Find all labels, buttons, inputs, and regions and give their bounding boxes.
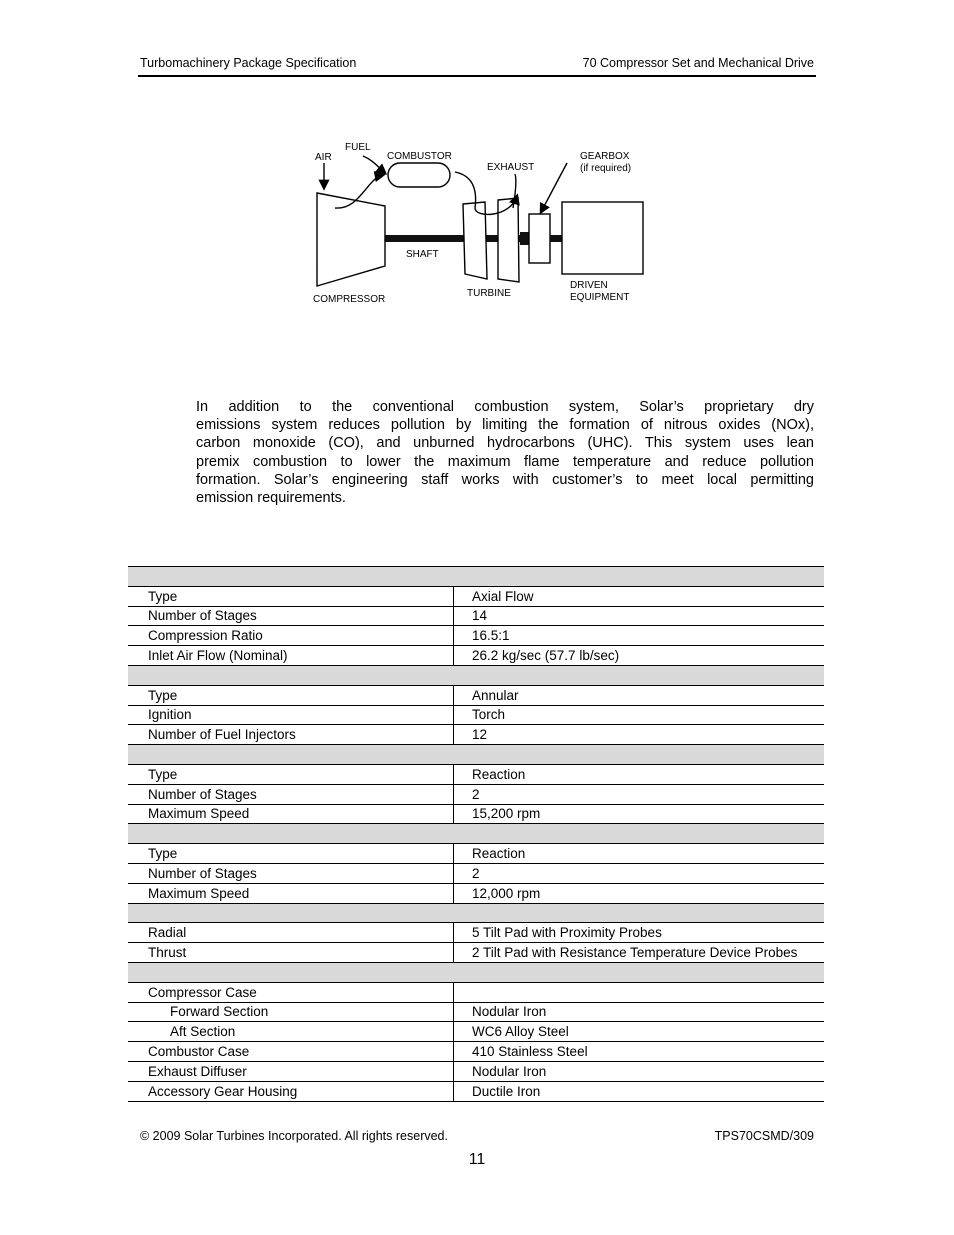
section-header-cell: [128, 665, 824, 685]
label-gearbox: GEARBOX: [580, 151, 630, 162]
spec-value: 5 Tilt Pad with Proximity Probes: [454, 923, 825, 943]
spec-label: Compression Ratio: [128, 626, 454, 646]
section-header-cell: [128, 824, 824, 844]
spec-value: 16.5:1: [454, 626, 825, 646]
paragraph-line: In addition to the conventional combustion system, Solar’s proprietary dry: [196, 399, 814, 415]
table-row: [128, 1061, 824, 1081]
spec-value: 12: [454, 725, 825, 745]
spec-value: 2: [454, 863, 825, 883]
spec-value: Torch: [454, 705, 825, 725]
table-row: [128, 844, 824, 864]
spec-value: 2: [454, 784, 825, 804]
table-row: [128, 764, 824, 784]
turbine-stage-2: [498, 198, 519, 282]
section-header-row: [128, 745, 824, 765]
section-header-row: [128, 903, 824, 923]
table-row: [128, 1042, 824, 1062]
table-row: [128, 606, 824, 626]
table-row: [128, 982, 824, 1002]
spec-value: Nodular Iron: [454, 1002, 825, 1022]
spec-label: Type: [128, 764, 454, 784]
section-header-cell: [128, 745, 824, 765]
fuel-arrow: [363, 156, 385, 173]
table-row: [128, 705, 824, 725]
label-shaft: SHAFT: [406, 249, 439, 260]
label-combustor: COMBUSTOR: [387, 151, 452, 162]
table-row: [128, 923, 824, 943]
spec-label: Inlet Air Flow (Nominal): [128, 646, 454, 666]
spec-label: Type: [128, 586, 454, 606]
paragraph-line: emissions system reduces pollution by limiting the formation of nitrous oxides (NOx),: [196, 417, 814, 434]
table-row: [128, 863, 824, 883]
specification-table: [128, 566, 824, 1102]
table-row: [128, 1022, 824, 1042]
spec-value: [454, 982, 825, 1002]
coupling-flange: [520, 232, 529, 245]
paragraph-line: carbon monoxide (CO), and unburned hydrocarbons (UHC). This system uses lean: [196, 435, 814, 452]
page-number: 11: [468, 1151, 486, 1168]
label-exhaust: EXHAUST: [487, 162, 535, 173]
section-header-cell: [128, 903, 824, 923]
compressor-shape: [317, 193, 385, 286]
section-header-row: [128, 665, 824, 685]
footer-document-code: TPS70CSMD/309: [714, 1129, 814, 1143]
spec-label: Forward Section: [128, 1002, 454, 1022]
spec-value: Annular: [454, 685, 825, 705]
header-title: Turbomachinery Package Specification: [140, 56, 357, 70]
spec-label: Type: [128, 685, 454, 705]
spec-label: Accessory Gear Housing: [128, 1081, 454, 1101]
footer-copyright: © 2009 Solar Turbines Incorporated. All rights reserved.: [140, 1129, 448, 1143]
table-row: [128, 646, 824, 666]
table-row: [128, 685, 824, 705]
header-document-name: 70 Compressor Set and Mechanical Drive: [582, 56, 814, 70]
spec-value: 2 Tilt Pad with Resistance Temperature Device Probes: [454, 943, 825, 963]
spec-value: Axial Flow: [454, 586, 825, 606]
spec-label: Maximum Speed: [128, 883, 454, 903]
table-row: [128, 804, 824, 824]
label-turbine: TURBINE: [467, 288, 511, 299]
spec-value: 14: [454, 606, 825, 626]
spec-label: Number of Stages: [128, 606, 454, 626]
table-row: [128, 1002, 824, 1022]
combustor-shape: [388, 163, 450, 187]
table-row: [128, 943, 824, 963]
table-row: [128, 586, 824, 606]
label-compressor: COMPRESSOR: [313, 294, 386, 305]
table-row: [128, 883, 824, 903]
spec-value: 12,000 rpm: [454, 883, 825, 903]
page-header: [138, 55, 816, 77]
spec-label: Radial: [128, 923, 454, 943]
spec-label: Type: [128, 844, 454, 864]
table-row: [128, 725, 824, 745]
spec-label: Number of Stages: [128, 784, 454, 804]
spec-label: Compressor Case: [128, 982, 454, 1002]
section-header-row: [128, 962, 824, 982]
spec-label: Maximum Speed: [128, 804, 454, 824]
section-header-row: [128, 567, 824, 587]
spec-value: Reaction: [454, 844, 825, 864]
emissions-paragraph: [196, 398, 814, 507]
label-gearbox-note: (if required): [580, 163, 632, 174]
spec-label: Number of Stages: [128, 863, 454, 883]
section-header-cell: [128, 567, 824, 587]
spec-value: Reaction: [454, 764, 825, 784]
spec-label: Aft Section: [128, 1022, 454, 1042]
paragraph-line: premix combustion to lower the maximum flame temperature and reduce pollution: [196, 453, 814, 470]
label-driven: DRIVEN: [570, 280, 608, 291]
spec-label: Ignition: [128, 705, 454, 725]
spec-value: Ductile Iron: [454, 1081, 825, 1101]
driven-equipment-shape: [562, 202, 643, 274]
gearbox-shaft: [550, 235, 562, 242]
spec-value: 15,200 rpm: [454, 804, 825, 824]
label-air: AIR: [315, 152, 332, 163]
spec-value: 410 Stainless Steel: [454, 1042, 825, 1062]
table-row: [128, 626, 824, 646]
spec-label: Number of Fuel Injectors: [128, 725, 454, 745]
label-equipment: EQUIPMENT: [570, 292, 630, 303]
paragraph-line: emission requirements.: [196, 490, 346, 507]
spec-label: Combustor Case: [128, 1042, 454, 1062]
section-header-cell: [128, 962, 824, 982]
spec-label: Exhaust Diffuser: [128, 1061, 454, 1081]
spec-value: 26.2 kg/sec (57.7 lb/sec): [454, 646, 825, 666]
gas-turbine-diagram: [305, 138, 655, 313]
section-header-row: [128, 824, 824, 844]
spec-value: Nodular Iron: [454, 1061, 825, 1081]
label-fuel: FUEL: [345, 142, 371, 153]
table-row: [128, 784, 824, 804]
spec-value: WC6 Alloy Steel: [454, 1022, 825, 1042]
spec-label: Thrust: [128, 943, 454, 963]
gearbox-shape: [529, 214, 550, 263]
paragraph-line: formation. Solar’s engineering staff works with customer’s to meet local permitting: [196, 471, 814, 488]
table-row: [128, 1081, 824, 1101]
